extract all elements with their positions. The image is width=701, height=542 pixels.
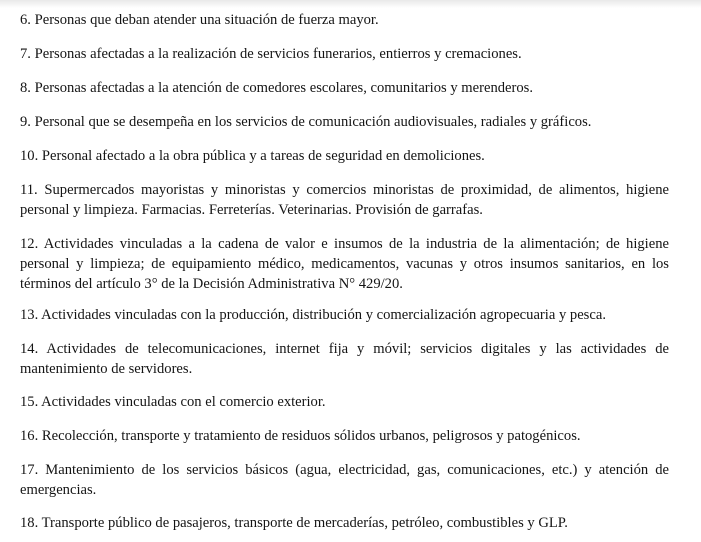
list-item-13: 13. Actividades vinculadas con la producción, distribución y comercialización agropecuaria y pesca. [20,307,606,323]
list-item-15: 15. Actividades vinculadas con el comercio exterior. [20,394,326,410]
list-item-7: 7. Personas afectadas a la realización de servicios funerarios, entierros y cremaciones. [20,46,522,62]
list-item-18: 18. Transporte público de pasajeros, transporte de mercaderías, petróleo, combustibles y GLP. [20,515,568,531]
list-item-12: 12. Actividades vinculadas a la cadena de valor e insumos de la industria de la alimentación; de higiene personal y limpieza; de equipamiento médico, medicamentos, vacunas y otros insumos sanitarios, en los términos del artículo 3° de la Decisión Administrativa N° 429/20. [20,236,669,292]
list-item-10: 10. Personal afectado a la obra pública y a tareas de seguridad en demoliciones. [20,148,485,164]
top-shadow [0,0,701,8]
list-item-17: 17. Mantenimiento de los servicios básicos (agua, electricidad, gas, comunicaciones, etc.) y atención de emergencias. [20,462,669,498]
list-item-9: 9. Personal que se desempeña en los servicios de comunicación audiovisuales, radiales y gráficos. [20,114,592,130]
list-item-8: 8. Personas afectadas a la atención de comedores escolares, comunitarios y merenderos. [20,80,534,96]
list-item-6: 6. Personas que deban atender una situación de fuerza mayor. [20,12,379,28]
list-item-16: 16. Recolección, transporte y tratamiento de residuos sólidos urbanos, peligrosos y patogénicos. [20,428,581,444]
list-item-14: 14. Actividades de telecomunicaciones, internet fija y móvil; servicios digitales y las actividades de mantenimiento de servidores. [20,341,669,377]
list-item-11: 11. Supermercados mayoristas y minoristas y comercios minoristas de proximidad, de alimentos, higiene personal y limpieza. Farmacias. Ferreterías. Veterinarias. Provisión de garrafas. [20,182,669,218]
